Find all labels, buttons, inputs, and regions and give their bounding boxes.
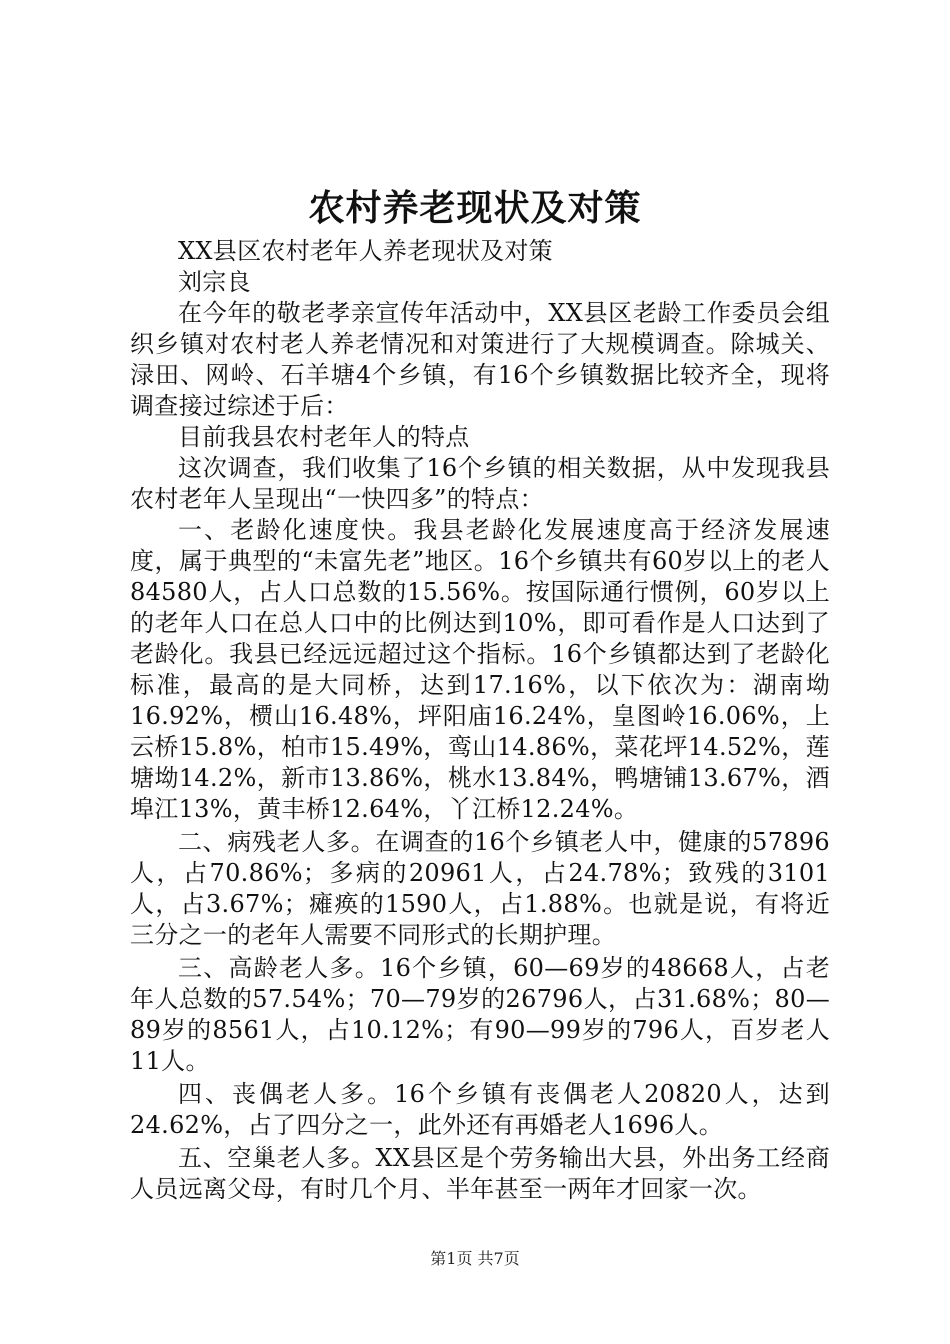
paragraph-point-1: 一、老龄化速度快。我县老龄化发展速度高于经济发展速度，属于典型的“未富先老”地区。16个乡镇共有60岁以上的老人84580人，占人口总数的15.56%。按国际通行惯例，60岁以上的老年人口在总人口中的比例达到10%，即可看作是人口达到了老龄化。我县已经远远超过这个指标。16个乡镇都达到了老龄化标准，最高的是大同桥，达到17.16%，以下依次为：湖南坳16.92%，槚山16.48%，坪阳庙16.24%，皇图岭16.06%，上云桥15.8%，柏市15.49%，鸾山14.86%，菜花坪14.52%，莲塘坳14.2%，新市13.86%，桃水13.84%，鸭塘铺13.67%，酒埠江13%，黄丰桥12.64%，丫江桥12.24%。 — [130, 516, 830, 823]
paragraph-intro: 在今年的敬老孝亲宣传年活动中，XX县区老龄工作委员会组织乡镇对农村老人养老情况和对策进行了大规模调查。除城关、渌田、网岭、石羊塘4个乡镇，有16个乡镇数据比较齐全，现将调查接过综述于后： — [130, 299, 830, 420]
paragraph-point-5: 五、空巢老人多。XX县区是个劳务输出大县，外出务工经商人员远离父母，有时几个月、半年甚至一两年才回家一次。 — [130, 1144, 830, 1203]
paragraph-point-4: 四、丧偶老人多。16个乡镇有丧偶老人20820人，达到24.62%，占了四分之一，此外还有再婚老人1696人。 — [130, 1080, 830, 1139]
paragraph-point-3: 三、高龄老人多。16个乡镇，60—69岁的48668人，占老年人总数的57.54%；70—79岁的26796人，占31.68%；80—89岁的8561人，占10.12%；有90—99岁的796人，百岁老人11人。 — [130, 954, 830, 1075]
paragraph-summary: 这次调查，我们收集了16个乡镇的相关数据，从中发现我县农村老年人呈现出“一快四多”的特点： — [130, 454, 830, 513]
paragraph-point-2: 二、病残老人多。在调查的16个乡镇老人中，健康的57896人，占70.86%；多病的20961人，占24.78%；致残的3101人，占3.67%；瘫痪的1590人，占1.88%。也就是说，有将近三分之一的老年人需要不同形式的长期护理。 — [130, 828, 830, 949]
document-body — [130, 236, 830, 1205]
document-title: 农村养老现状及对策 — [308, 187, 642, 229]
paragraph-author: 刘宗良 — [178, 268, 251, 296]
paragraph-section-heading: 目前我县农村老年人的特点 — [178, 423, 470, 451]
page-number-footer: 第1页 共7页 — [430, 1249, 520, 1268]
paragraph-subtitle: XX县区农村老年人养老现状及对策 — [178, 237, 553, 265]
